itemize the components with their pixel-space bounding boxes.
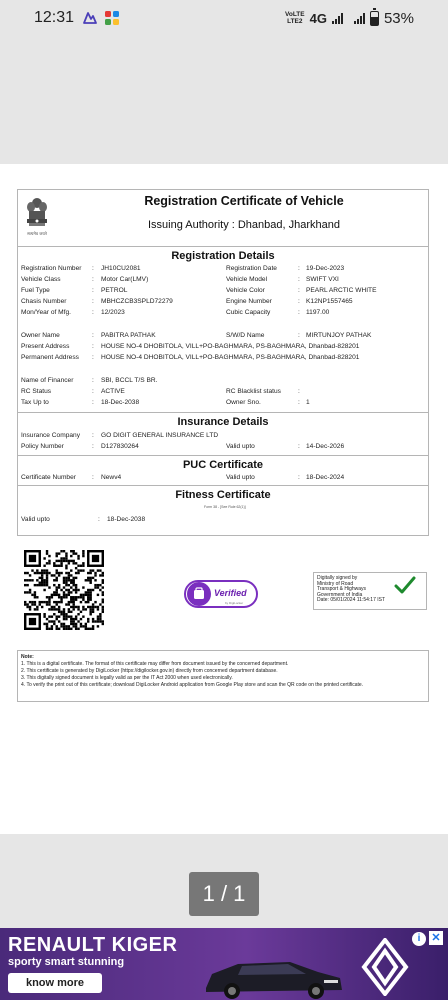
renault-logo-icon <box>356 938 414 996</box>
issuing-authority: Issuing Authority : Dhanbad, Jharkhand <box>147 219 340 231</box>
note-item: 4. To verify the print out of this certificate; download DigiLocker Android application from Google Play store and scan the QR code on the printed certificate. <box>21 682 364 688</box>
status-time: 12:31 <box>34 9 75 26</box>
note-item: 3. This digitally signed document is legally valid as per the IT Act 2000 when used electronically. <box>21 675 233 681</box>
ad-close-icon[interactable]: ✕ <box>429 931 443 945</box>
signal-icon-2 <box>354 12 365 24</box>
battery-icon <box>370 11 379 26</box>
signal-icon <box>332 12 343 24</box>
document-viewer[interactable] <box>0 36 448 928</box>
ad-subtitle: sporty smart stunning <box>8 956 125 968</box>
car-image <box>198 948 348 1000</box>
page-indicator: 1 / 1 <box>189 872 259 916</box>
section-registration-details: Registration Details <box>18 246 428 262</box>
ad-banner[interactable] <box>0 928 448 1000</box>
section-fitness-certificate: Fitness Certificate <box>18 485 428 501</box>
battery-level: 53% <box>383 9 414 27</box>
volte-indicator: VoLTE LTE2 <box>285 11 305 25</box>
network-type: 4G <box>309 10 327 26</box>
know-more-button[interactable]: know more <box>8 973 102 993</box>
note-item: 2. This certificate is generated by DigiLocker (https://digilocker.gov.in) directly from concerned department database. <box>21 668 278 674</box>
digilocker-icon <box>187 582 211 606</box>
status-right-group <box>285 9 414 27</box>
status-bar <box>0 0 448 36</box>
verified-label: Verified <box>214 588 247 598</box>
notes-box <box>17 650 429 702</box>
ad-title: RENAULT KIGER <box>8 934 178 956</box>
registration-certificate: सत्यमेव जयते Registration Certificate of Vehicle Issuing Authority : Dhanbad, Jharkhand Registration Details Registration Number : JH10CU2081 Registration Date : 19-Dec-2023 Vehicle Class : Motor Car(LMV) Vehicle Model : SWIFT VXI Fuel Type : PETROL Vehicle Color : PEARL ARCTIC WHITE Chasis Number : MBHCZCB3SPLD72279 Engine Number : K12NP1557465 Mon/Year of Mfg. : 12/2023 Cubic Capacity : 1197.00 Owner Name : PABITRA PATHAK S/W/D Name : MIRTUNJOY PATHAK Present Address : HOUSE NO-4 DHOBITOLA, VILL+PO-BAGHMARA, PS-BAGHMARA, Dhanbad-828201 Permanent Address : HOUSE NO-4 DHOBITOLA, VILL+PO-BAGHMARA, PS-BAGHMARA, Dhanbad-828201 Name of Financer : SBI, BCCL T/S BR. RC Status : ACTIVE RC Blacklist status : Tax Up to : 18-Dec-2038 Owner Sno. : 1 Insurance Details Insurance Company : GO DIGIT GENERAL INSURANCE LTD Policy Number : D127830264 Valid upto : 14-Dec-2026 PUC Certificate Certificate Number : Newv4 Valid upto : 18-Dec-2024 Fitness Certificate Form 38 - [See Rule 62(1)] Valid upto : 18-Dec-2038 <box>17 189 429 536</box>
form-reference: Form 38 - [See Rule 62(1)] <box>204 505 246 509</box>
grid-app-icon <box>104 10 120 26</box>
certificate-title: Registration Certificate of Vehicle <box>144 194 344 208</box>
verified-badge <box>184 580 258 608</box>
svg-text:सत्यमेव जयते: सत्यमेव जयते <box>27 231 47 236</box>
checkmark-icon <box>394 576 416 594</box>
ad-info-icon[interactable]: i <box>412 932 426 946</box>
digital-signature-box <box>313 572 427 610</box>
verified-sub: by DigiLocker <box>225 601 244 605</box>
notification-app-icon <box>82 10 98 26</box>
qr-code <box>24 550 104 630</box>
national-emblem-icon <box>24 195 50 239</box>
note-item: 1. This is a digital certificate. The format of this certificate may differ from document issued by the concerned department. <box>21 661 289 667</box>
section-puc-certificate: PUC Certificate <box>18 455 428 471</box>
notes-heading: Note: <box>21 654 34 660</box>
document-page[interactable] <box>0 164 448 834</box>
signature-text: Digitally signed by Ministry of Road Transport & Highways Government of India Date: 05/01/2024 11:54:17 IST <box>317 575 386 604</box>
section-insurance-details: Insurance Details <box>18 412 428 428</box>
